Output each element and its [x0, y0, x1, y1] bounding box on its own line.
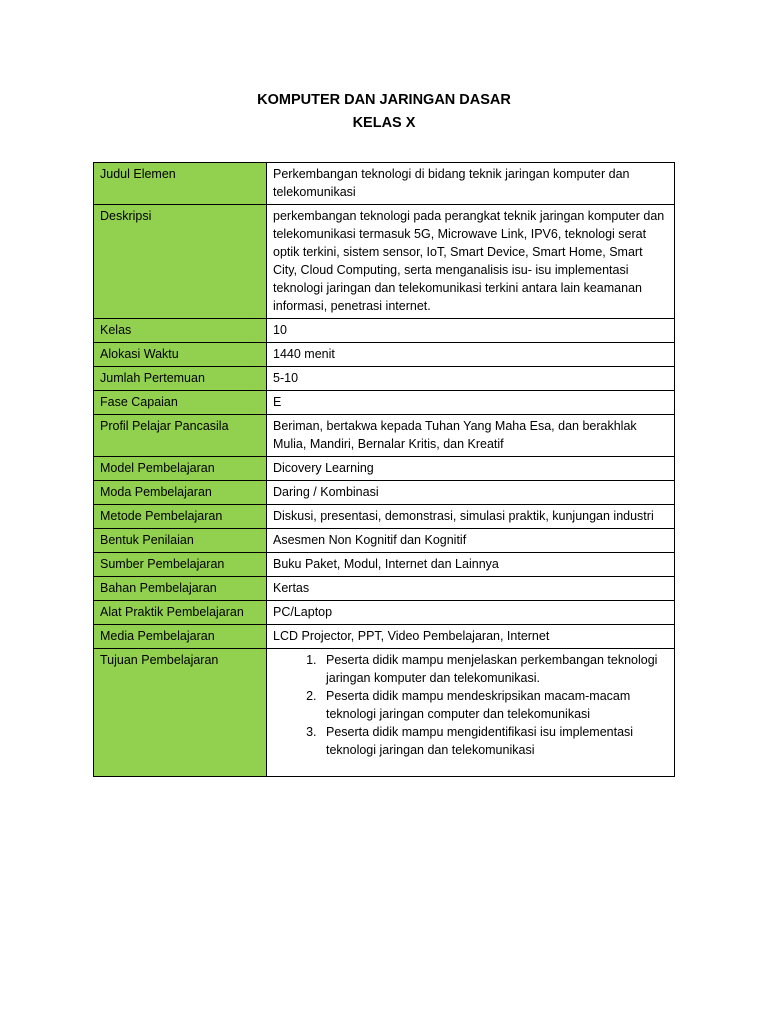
row-value: PC/Laptop — [267, 601, 675, 625]
row-label: Jumlah Pertemuan — [94, 367, 267, 391]
table-row — [94, 205, 675, 319]
row-label: Alat Praktik Pembelajaran — [94, 601, 267, 625]
row-value: 10 — [267, 319, 675, 343]
list-item: 1. Peserta didik mampu menjelaskan perkembangan teknologi jaringan komputer dan telekomunikasi. — [320, 651, 668, 687]
table-row — [94, 319, 675, 343]
row-value: 5-10 — [267, 367, 675, 391]
row-value: E — [267, 391, 675, 415]
row-value: Buku Paket, Modul, Internet dan Lainnya — [267, 553, 675, 577]
row-label: Deskripsi — [94, 205, 267, 319]
list-item: 2. Peserta didik mampu mendeskripsikan macam-macam teknologi jaringan computer dan telekomunikasi — [320, 687, 668, 723]
table-row — [94, 625, 675, 649]
table-row — [94, 529, 675, 553]
row-label: Tujuan Pembelajaran — [94, 649, 267, 777]
table-row — [94, 163, 675, 205]
row-label: Alokasi Waktu — [94, 343, 267, 367]
table-row — [94, 601, 675, 625]
row-label: Kelas — [94, 319, 267, 343]
table-row — [94, 415, 675, 457]
row-value: Dicovery Learning — [267, 457, 675, 481]
row-label: Judul Elemen — [94, 163, 267, 205]
row-value: Diskusi, presentasi, demonstrasi, simulasi praktik, kunjungan industri — [267, 505, 675, 529]
table-row — [94, 505, 675, 529]
learning-goals-list — [273, 651, 668, 773]
row-label: Bentuk Penilaian — [94, 529, 267, 553]
row-label: Media Pembelajaran — [94, 625, 267, 649]
row-value: Perkembangan teknologi di bidang teknik jaringan komputer dan telekomunikasi — [267, 163, 675, 205]
table-row — [94, 391, 675, 415]
row-label: Sumber Pembelajaran — [94, 553, 267, 577]
row-label: Model Pembelajaran — [94, 457, 267, 481]
list-item: 3. Peserta didik mampu mengidentifikasi isu implementasi teknologi jaringan dan telekomunikasi — [320, 723, 668, 759]
row-value: Asesmen Non Kognitif dan Kognitif — [267, 529, 675, 553]
row-value: Kertas — [267, 577, 675, 601]
row-value: perkembangan teknologi pada perangkat teknik jaringan komputer dan telekomunikasi termasuk 5G, Microwave Link, IPV6, teknologi serat optik terkini, sistem sensor, IoT, Smart Device, Smart Home, Smart City, Cloud Computing, serta menganalisis isu- isu implementasi teknologi jaringan dan telekomunikasi terkini antara lain keamanan informasi, penetrasi internet. — [267, 205, 675, 319]
table-row — [94, 481, 675, 505]
row-label: Profil Pelajar Pancasila — [94, 415, 267, 457]
table-row — [94, 553, 675, 577]
document-title: KOMPUTER DAN JARINGAN DASAR — [257, 92, 511, 108]
lesson-plan-table — [93, 162, 675, 777]
row-label: Bahan Pembelajaran — [94, 577, 267, 601]
row-value: Beriman, bertakwa kepada Tuhan Yang Maha Esa, dan berakhlak Mulia, Mandiri, Bernalar Kritis, dan Kreatif — [267, 415, 675, 457]
table-row — [94, 343, 675, 367]
row-value: 1440 menit — [267, 343, 675, 367]
row-label: Metode Pembelajaran — [94, 505, 267, 529]
table-row — [94, 577, 675, 601]
learning-goals-cell — [267, 649, 675, 777]
row-label: Moda Pembelajaran — [94, 481, 267, 505]
row-value: LCD Projector, PPT, Video Pembelajaran, Internet — [267, 625, 675, 649]
row-value: Daring / Kombinasi — [267, 481, 675, 505]
row-label: Fase Capaian — [94, 391, 267, 415]
table-row — [94, 367, 675, 391]
table-row — [94, 457, 675, 481]
document-subtitle: KELAS X — [352, 115, 416, 131]
table-row — [94, 649, 675, 777]
